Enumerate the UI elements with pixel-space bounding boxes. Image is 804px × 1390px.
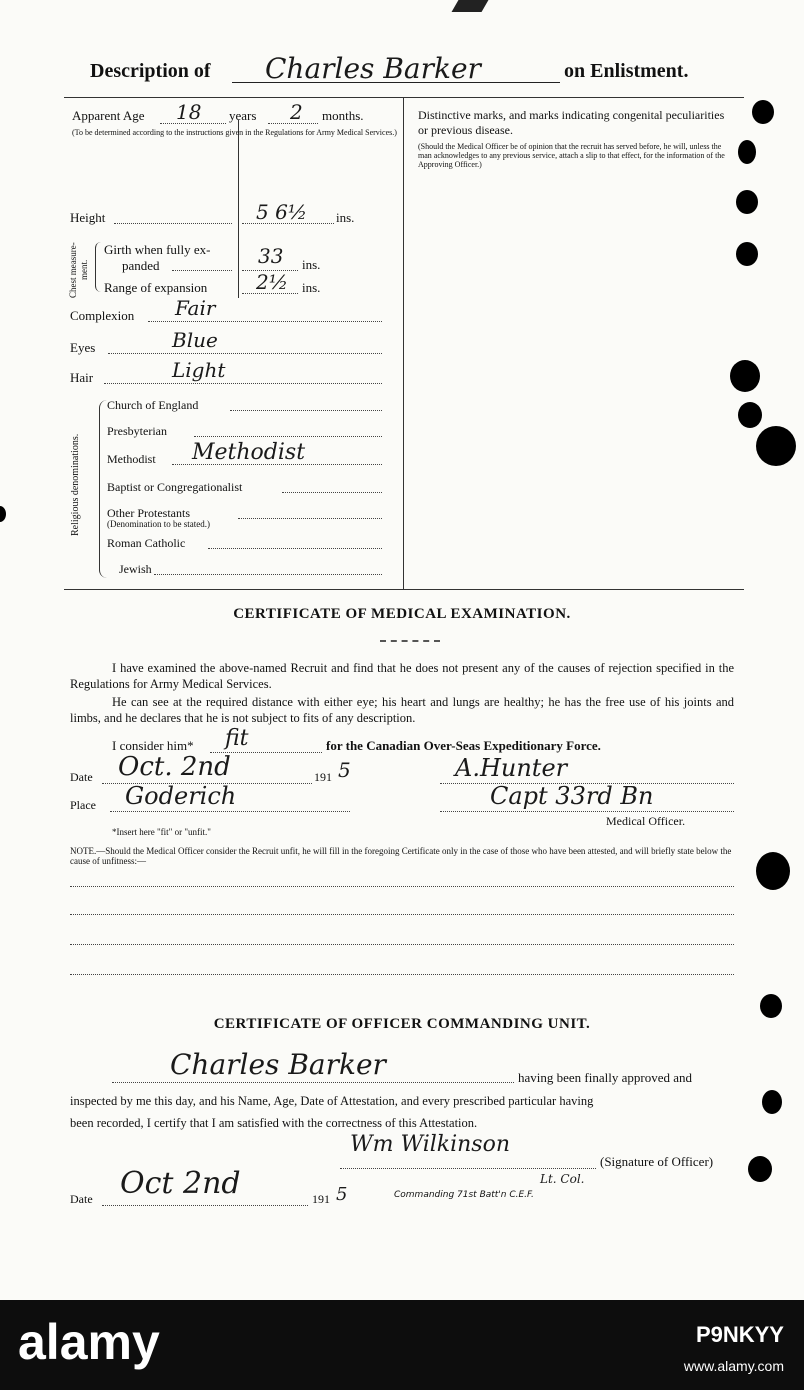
punch-hole	[752, 100, 774, 124]
hair-line	[104, 383, 382, 384]
age-years-value: 18	[176, 100, 202, 124]
punch-hole	[0, 506, 6, 522]
punch-hole	[756, 426, 796, 466]
eyes-label: Eyes	[70, 340, 96, 355]
denomination-note: (Denomination to be stated.)	[107, 519, 210, 529]
punch-hole	[736, 190, 758, 214]
commanding-date-line	[102, 1205, 308, 1206]
medical-officer-signature: A.Hunter	[455, 754, 568, 782]
age-instructions-note: (To be determined according to the instructions given in the Regulations for Army Medical Services.)	[72, 128, 397, 137]
commanding-certificate-title: CERTIFICATE OF OFFICER COMMANDING UNIT.	[213, 1016, 591, 1032]
punch-hole	[738, 140, 756, 164]
commanding-stamp: Commanding 71st Batt'n C.E.F.	[394, 1190, 534, 1200]
methodist-value: Methodist	[192, 440, 306, 465]
signature-of-officer-label: (Signature of Officer)	[600, 1154, 714, 1169]
medical-place-value: Goderich	[125, 782, 237, 810]
scan-mark	[452, 0, 489, 12]
other-protestants-label: Other Protestants	[107, 506, 190, 520]
brand-logo: alamy	[18, 1314, 160, 1370]
church-england-label: Church of England	[107, 398, 199, 412]
chest-brace	[95, 242, 102, 292]
punch-hole	[760, 994, 782, 1018]
fitness-value: fit	[225, 726, 249, 751]
girth-ins-label: ins.	[302, 257, 321, 272]
girth-value: 33	[258, 244, 284, 268]
column-divider	[403, 97, 404, 589]
commanding-recruit-name: Charles Barker	[170, 1048, 386, 1081]
girth-label-1: Girth when fully ex-	[104, 242, 211, 257]
jewish-label: Jewish	[119, 562, 152, 576]
approved-text: having been finally approved and	[518, 1070, 692, 1085]
description-prefix: Description of	[90, 60, 211, 82]
punch-hole	[762, 1090, 782, 1114]
months-label: months.	[322, 108, 364, 123]
form-top-rule	[64, 97, 744, 98]
commanding-paragraph-line-2: inspected by me this day, and his Name, Age, Date of Attestation, and every prescribed particular having	[70, 1094, 594, 1108]
age-bracket-line	[238, 120, 239, 298]
insert-fit-note: *Insert here "fit" or "unfit."	[112, 827, 211, 837]
roman-catholic-label: Roman Catholic	[107, 536, 186, 550]
unfitness-line-1	[70, 886, 734, 887]
eyes-line	[108, 353, 382, 354]
apparent-age-label: Apparent Age	[72, 108, 145, 123]
presbyterian-label: Presbyterian	[107, 424, 167, 438]
height-label: Height	[70, 210, 106, 225]
church-england-line	[230, 410, 382, 411]
commanding-officer-signature: Wm Wilkinson	[350, 1132, 511, 1157]
medical-date-value: Oct. 2nd	[118, 752, 231, 782]
medical-date-label: Date	[70, 770, 93, 784]
commanding-signature-line	[340, 1168, 596, 1169]
age-months-value: 2	[290, 100, 303, 124]
consider-label: I consider him*	[112, 738, 194, 753]
previous-service-note: (Should the Medical Officer be of opinion that the recruit has served before, he will, unless the man acknowledges to any previous service, attach a slip to that effect, for the information of the Approving Officer.)	[418, 142, 725, 169]
commanding-officer-rank: Lt. Col.	[540, 1172, 585, 1186]
medical-place-line	[110, 811, 350, 812]
roman-catholic-line	[208, 548, 382, 549]
punch-hole	[748, 1156, 772, 1182]
range-ins-label: ins.	[302, 280, 321, 295]
commanding-date-label: Date	[70, 1192, 93, 1206]
girth-label-2: panded	[122, 258, 160, 273]
title-dash	[380, 640, 440, 642]
header-name-line	[232, 82, 560, 83]
medical-officer-label: Medical Officer.	[606, 814, 686, 828]
years-label: years	[229, 108, 257, 123]
punch-hole	[730, 360, 760, 392]
baptist-label: Baptist or Congregationalist	[107, 480, 243, 494]
commanding-name-line	[112, 1082, 514, 1083]
methodist-label: Methodist	[107, 452, 156, 466]
description-suffix: on Enlistment.	[564, 60, 689, 82]
range-value: 2½	[256, 270, 289, 294]
complexion-label: Complexion	[70, 308, 135, 323]
hair-label: Hair	[70, 370, 94, 385]
religion-side-label: Religious denominations.	[70, 433, 81, 537]
unfitness-line-3	[70, 944, 734, 945]
commanding-paragraph-line-3: been recorded, I certify that I am satisfied with the correctness of this Attestation.	[70, 1116, 478, 1130]
jewish-line	[154, 574, 382, 575]
punch-hole	[756, 852, 790, 890]
commanding-year-suffix: 5	[336, 1184, 348, 1205]
complexion-line	[148, 321, 382, 322]
commanding-year-prefix: 191	[312, 1192, 330, 1206]
commanding-date-value: Oct 2nd	[120, 1166, 241, 1201]
punch-hole	[736, 242, 758, 266]
unfit-note: NOTE.—Should the Medical Officer consider the Recruit unfit, he will fill in the foregoing Certificate only in the case of those who have been attested, and will briefly state below the cause of unfitness:—	[70, 846, 732, 866]
image-code: P9NKYY	[695, 1322, 784, 1347]
presbyterian-line	[194, 436, 382, 437]
medical-paragraph-1: I have examined the above-named Recruit and find that he does not present any of the causes of rejection specified in the Regulations for Army Medical Services.	[70, 661, 734, 691]
distinctive-marks-title: Distinctive marks, and marks indicating congenital peculiarities or previous disease.	[418, 108, 725, 137]
medical-year-suffix: 5	[338, 758, 351, 782]
other-protestants-line	[238, 518, 382, 519]
hair-value: Light	[172, 358, 226, 382]
punch-hole	[738, 402, 762, 428]
eyes-value: Blue	[172, 328, 218, 352]
range-label: Range of expansion	[104, 280, 208, 295]
medical-paragraph-2: He can see at the required distance with either eye; his heart and lungs are healthy; he has the free use of his joints and limbs, and he declares that he is not subject to fits of any description.	[70, 695, 734, 725]
medical-officer-rank: Capt 33rd Bn	[490, 782, 654, 810]
medical-place-label: Place	[70, 798, 96, 812]
baptist-line	[282, 492, 382, 493]
girth-leader	[172, 270, 232, 271]
unfitness-line-2	[70, 914, 734, 915]
height-leader	[114, 223, 232, 224]
medical-year-prefix: 191	[314, 770, 332, 784]
complexion-value: Fair	[175, 296, 216, 320]
medical-rank-line	[440, 811, 734, 812]
unfitness-line-4	[70, 974, 734, 975]
height-ins-label: ins.	[336, 210, 355, 225]
expeditionary-force-text: for the Canadian Over-Seas Expeditionary Force.	[326, 738, 601, 753]
watermark-footer	[0, 1300, 804, 1390]
form-bottom-rule	[64, 589, 744, 590]
chest-side-label: Chest measure-ment.	[68, 242, 89, 298]
site-url: www.alamy.com	[683, 1358, 784, 1374]
medical-certificate-title: CERTIFICATE OF MEDICAL EXAMINATION.	[233, 606, 571, 622]
height-value: 5 6½	[256, 200, 308, 224]
recruit-name-handwritten: Charles Barker	[265, 52, 481, 85]
